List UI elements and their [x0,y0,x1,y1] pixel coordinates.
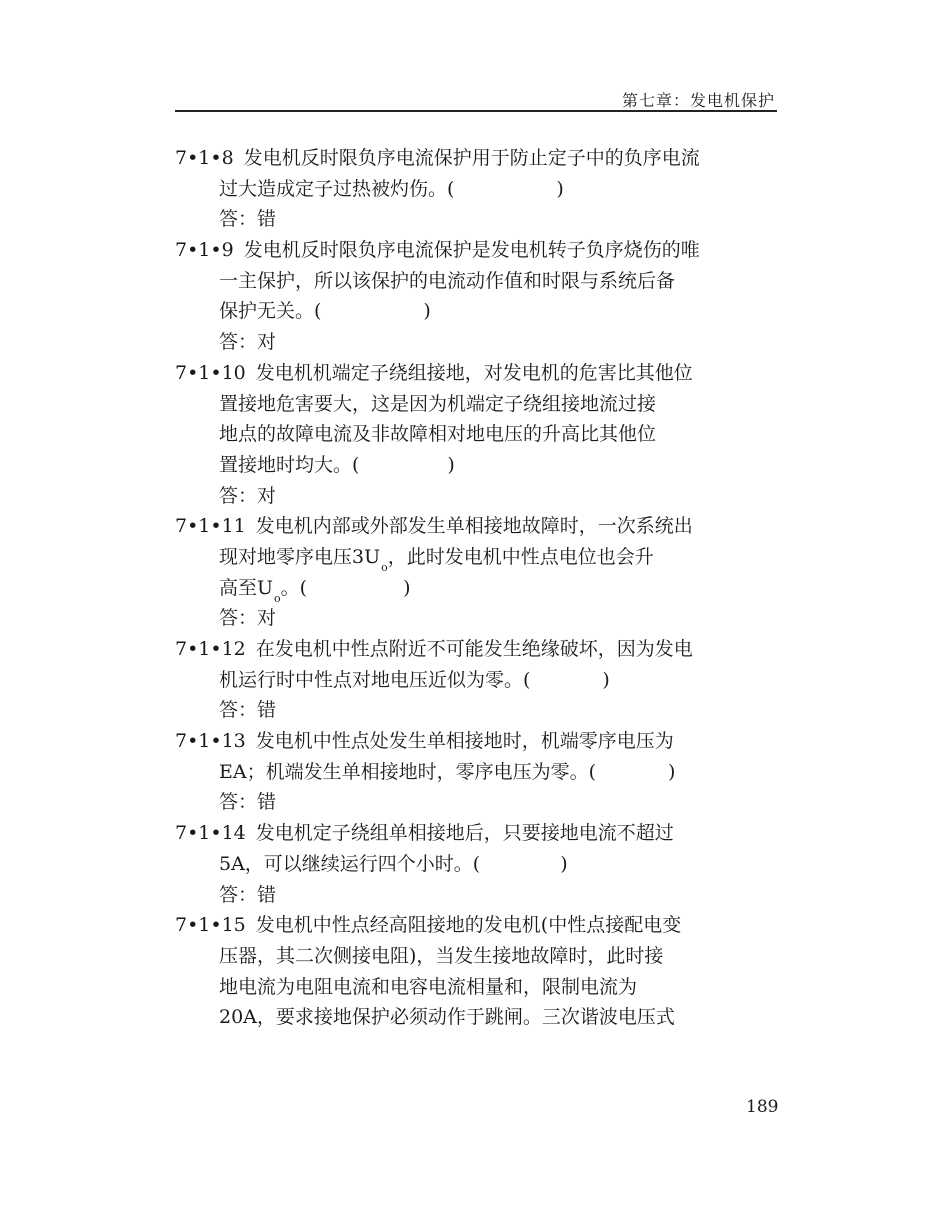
answer-text: 答：对 [219,607,277,630]
question-text: 。( [280,576,308,599]
blank-close: ) [403,576,411,599]
page-header [175,86,777,112]
question-line [175,573,775,604]
answer-line [175,327,775,358]
question-number: 7•1•13 [175,730,246,753]
question-line [175,511,775,542]
blank-close: ) [556,177,564,200]
question-text: 在发电机中性点附近不可能发生绝缘破坏，因为发电 [255,638,693,660]
question-text: 压器，其二次侧接电阻)，当发生接地故障时，此时接 [219,944,664,967]
question-text: 现对地零序电压3U [219,545,381,568]
question-text: 发电机反时限负序电流保护用于防止定子中的负序电流 [243,147,700,169]
question-text: 5A，可以继续运行四个小时。( [219,852,481,875]
answer-line [175,787,775,818]
question-text: 地点的故障电流及非故障相对地电压的升高比其他位 [219,423,657,446]
question-line [175,941,775,972]
question-number: 7•1•12 [175,638,246,660]
blank-close: ) [423,300,431,323]
question-number: 7•1•9 [175,239,234,262]
blank-close: ) [602,668,610,691]
question-line [175,757,775,788]
subscript: o [274,591,281,605]
question-text: 高至U [219,576,274,599]
question-text: 地电流为电阻电流和电容电流相量和，限制电流为 [219,975,638,998]
question-line [175,389,775,420]
answer-text: 答：错 [219,699,277,722]
question-text: 发电机反时限负序电流保护是发电机转子负序烧伤的唯 [243,239,700,262]
answer-text: 答：错 [219,883,277,906]
answer-line [175,880,775,911]
answer-line [175,481,775,512]
question-text: 一主保护，所以该保护的电流动作值和时限与系统后备 [219,269,676,292]
question-text: 发电机定子绕组单相接地后，只要接地电流不超过 [255,822,674,845]
question-line [175,818,775,849]
page-number: 189 [746,1097,779,1117]
answer-line [175,603,775,634]
question-text: ，此时发电机中性点电位也会升 [387,545,654,568]
question-number: 7•1•8 [175,147,234,169]
question-line [175,358,775,389]
question-number: 7•1•10 [175,361,246,384]
answer-line [175,204,775,235]
question-text: 保护无关。( [219,300,322,323]
question-text: 20A，要求接地保护必须动作于跳闸。三次谐波电压式 [219,1006,675,1029]
question-line [175,419,775,450]
question-line [175,726,775,757]
question-text: 发电机机端定子绕组接地，对发电机的危害比其他位 [255,361,693,384]
answer-text: 答：对 [219,484,277,507]
blank-close: ) [668,760,676,783]
question-line [175,1002,775,1033]
question-line [175,296,775,327]
answer-text: 答：对 [219,331,277,354]
blank-close: ) [447,453,455,476]
question-text: 置接地时均大。( [219,453,360,476]
question-line [175,143,775,174]
answer-text: 答：错 [219,791,277,814]
question-list [175,143,775,1033]
question-text: 发电机内部或外部发生单相接地故障时，一次系统出 [255,515,693,538]
question-text: 机运行时中性点对地电压近似为零。( [219,668,531,691]
question-text: 发电机中性点经高阻接地的发电机(中性点接配电变 [255,914,682,937]
question-line [175,910,775,941]
question-line [175,634,775,665]
question-line [175,235,775,266]
subscript: o [381,560,388,574]
question-number: 7•1•14 [175,822,246,845]
question-line [175,665,775,696]
chapter-title: 第七章：发电机保护 [621,91,775,110]
question-line [175,972,775,1003]
blank-close: ) [560,852,568,875]
question-text: 过大造成定子过热被灼伤。( [219,177,455,200]
question-line [175,266,775,297]
answer-text: 答：错 [219,208,277,231]
question-number: 7•1•11 [175,515,246,538]
question-number: 7•1•15 [175,914,246,937]
question-text: 发电机中性点处发生单相接地时，机端零序电压为 [255,730,674,753]
question-text: EA；机端发生单相接地时，零序电压为零。( [219,760,597,783]
question-line [175,849,775,880]
question-line [175,174,775,205]
question-line [175,542,775,573]
question-text: 置接地危害要大，这是因为机端定子绕组接地流过接 [219,392,657,415]
answer-line [175,695,775,726]
question-line [175,450,775,481]
